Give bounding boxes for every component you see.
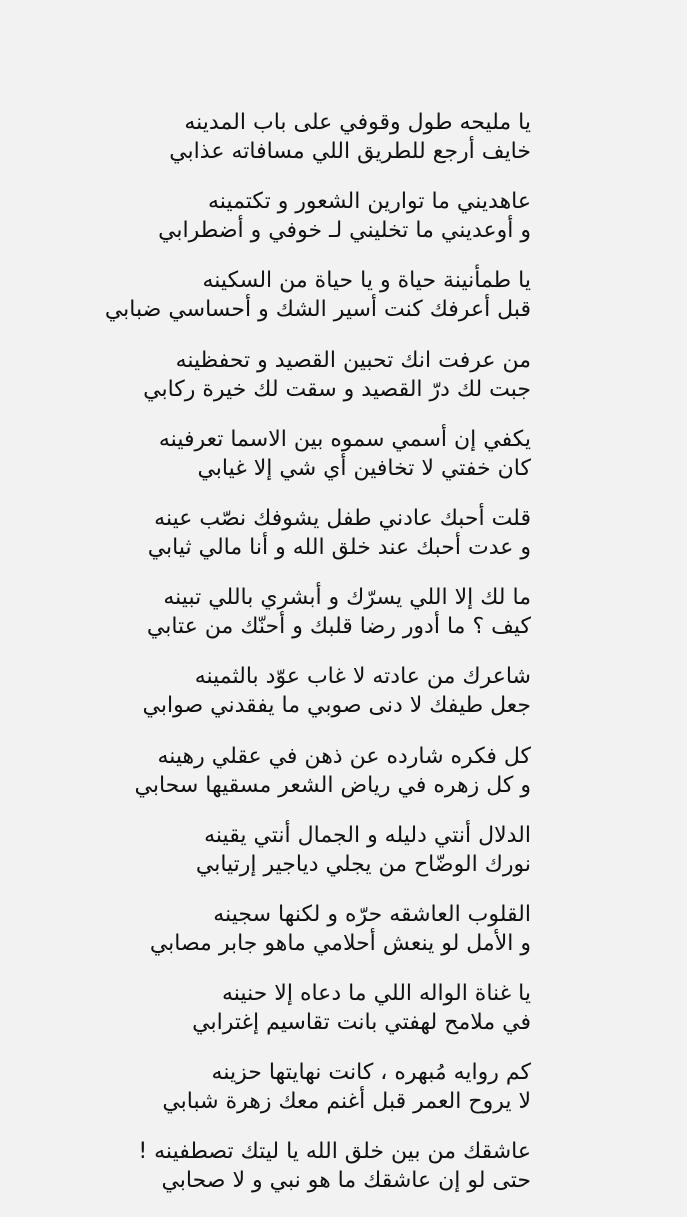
stanza [61, 504, 531, 583]
poem-line: و كل زهره في رياض الشعر مسقيها سحابي [134, 772, 531, 798]
poem-line: و عدت أحبك عند خلق الله و أنا مالي ثيابي [147, 534, 531, 560]
poem-line: شاعرك من عادته لا غاب عوّد بالثمينه [194, 664, 531, 690]
poem-line: يا غناة الواله اللي ما دعاه إلا حنينه [222, 981, 531, 1007]
stanza [61, 1058, 531, 1137]
poem-line: يا مليحه طول وقوفي على باب المدينه [184, 110, 531, 135]
stanza [61, 425, 531, 504]
poem-line: و أوعديني ما تخليني لـ خوفي و أضطرابي [158, 218, 531, 244]
poem-line: جبت لك درّ القصيد و سقت لك خيرة ركابي [143, 376, 531, 402]
poem-line: قلت أحبك عادني طفل يشوفك نصّب عينه [154, 505, 531, 531]
poem-line: ما لك إلا اللي يسرّك و أبشري باللي تبينه [163, 585, 531, 611]
poem-line: و الأمل لو ينعش أحلامي ماهو جابر مصابي [149, 930, 531, 956]
poem-line: كل فكره شارده عن ذهن في عقلي رهينه [157, 743, 531, 769]
poem [61, 108, 531, 1217]
poem-line: جعل طيفك لا دنى صوبي ما يفقدني صوابي [142, 693, 531, 719]
stanza [61, 821, 531, 900]
poem-line: نورك الوضّاح من يجلي دياجير إرتيابي [195, 851, 531, 877]
poem-line: حتى لو إن عاشقك ما هو نبي و لا صحابي [161, 1168, 531, 1194]
poem-line: من عرفت انك تحبين القصيد و تحفظينه [175, 347, 531, 373]
stanza [61, 900, 531, 979]
stanza [61, 662, 531, 741]
poem-line: في ملامح لهفتي بانت تقاسيم إغترابي [192, 1010, 531, 1036]
poem-line: عاهديني ما توارين الشعور و تكتمينه [208, 189, 531, 215]
stanza [61, 108, 531, 187]
poem-line: خايف أرجع للطريق اللي مسافاته عذابي [169, 139, 531, 164]
poem-line: كان خفتي لا تخافين أي شي إلا غيابي [197, 455, 531, 481]
poem-line: الدلال أنتي دليله و الجمال أنتي يقينه [204, 822, 531, 848]
stanza [61, 266, 531, 345]
poem-line: قبل أعرفك كنت أسير الشك و أحساسي ضبابي [104, 297, 531, 323]
poem-line: يكفي إن أسمي سموه بين الاسما تعرفينه [158, 426, 531, 452]
poem-line: لا يروح العمر قبل أغنم معك زهرة شبابي [162, 1089, 531, 1115]
poem-line: عاشقك من بين خلق الله يا ليتك تصطفينه ! [138, 1139, 531, 1165]
poem-line: كم روايه مُبهره ، كانت نهايتها حزينه [211, 1060, 531, 1086]
stanza [61, 742, 531, 821]
stanza [61, 346, 531, 425]
stanza [61, 979, 531, 1058]
stanza [61, 1137, 531, 1216]
poem-line: يا طمأنينة حياة و يا حياة من السكينه [202, 268, 531, 294]
poem-line: كيف ؟ ما أدور رضا قلبك و أحنّك من عتابي [146, 614, 531, 640]
poem-line: القلوب العاشقه حرّه و لكنها سجينه [213, 901, 531, 927]
stanza [61, 187, 531, 266]
stanza [61, 583, 531, 662]
